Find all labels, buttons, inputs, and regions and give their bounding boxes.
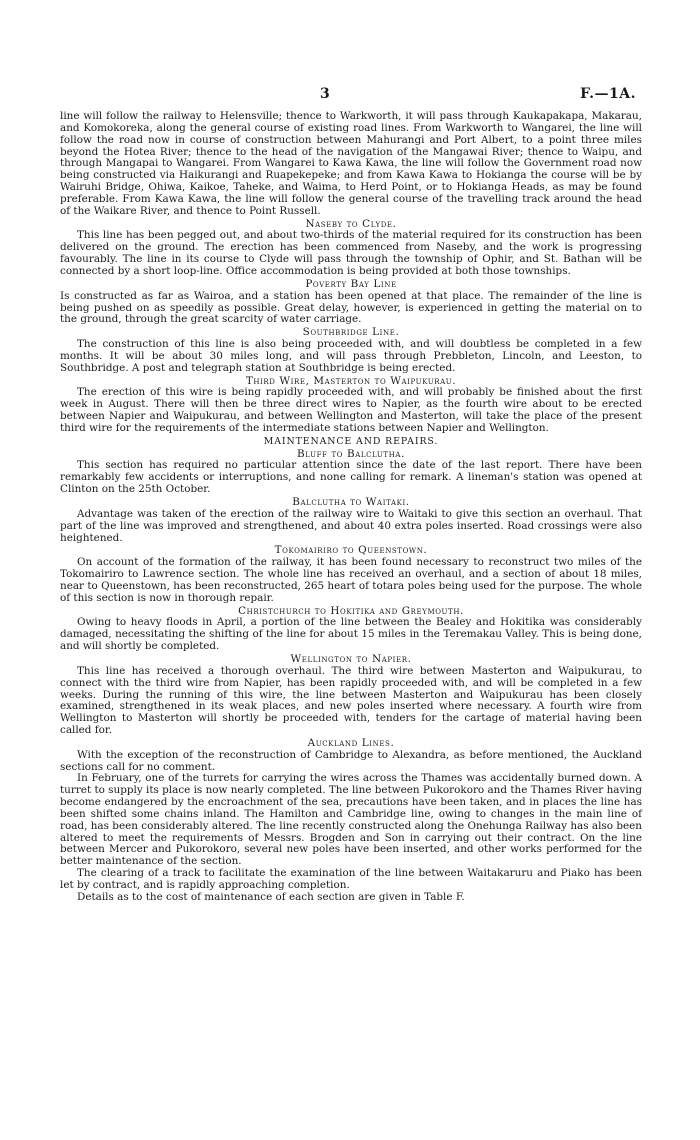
section-heading: Bluff to Balclutha. (297, 447, 405, 460)
paragraph: Details as to the cost of maintenance of each section are given in Table F. (77, 890, 465, 903)
paragraph: The construction of this line is also being proceeded with, and will doubtless be completed in a few months. It will be about 30 miles long, and will pass through Prebbleton, Lincoln, and Leeston, to Southbridge. A post and telegraph station at Southbridge is being erected. (60, 338, 642, 374)
paragraph: Advantage was taken of the erection of the railway wire to Waitaki to give this section an overhaul. That part of the line was improved and strengthened, and about 40 extra poles inserted. Road crossings were also heightened. (60, 507, 642, 544)
section-heading: Southbridge Line. (302, 326, 400, 339)
paragraph: This line has been pegged out, and about two-thirds of the material required for its construction has been delivered on the ground. The erection has been commenced from Naseby, and the work is progressing favourably. The line in its course to Clyde will pass through the township of Ophir, and St. Bathan will be connected by a short loop-line. Office accommodation is being provided at both those townships. (60, 229, 642, 277)
paragraph: With the exception of the reconstruction of Cambridge to Alexandra, as before mentioned, the Auckland sections call for no comment. (60, 748, 642, 773)
section-heading: Wellington to Napier. (290, 652, 412, 665)
document-code: F.—1A. (580, 86, 636, 102)
page-number: 3 (320, 86, 330, 102)
report-body (60, 111, 642, 904)
paragraph: This section has required no particular attention since the date of the last report. There have been remarkably few accidents or interruptions, and none calling for remark. A lineman's station was opened at Clinton on the 25th October. (60, 459, 642, 496)
paragraph: The erection of this wire is being rapidly proceeded with, and will probably be finished about the first week in August. There will then be three direct wires to Napier, as the fourth wire about to be erected between Napier and Waipukurau, and between Wellington and Masterton, will take the place of the present third wire for the requirements of the intermediate stations between Napier and Wellington. (60, 386, 642, 434)
page-header (0, 86, 700, 104)
section-heading: Tokomairiro to Queenstown. (274, 544, 428, 557)
paragraph: This line has received a thorough overhaul. The third wire between Masterton and Waipukurau, to connect with the third wire from Napier, has been rapidly proceeded with, and will be completed in a few weeks. During the running of this wire, the line between Masterton and Waipukurau has been closely examined, strengthened in its weak places, and new poles inserted where necessary. A fourth wire from Wellington to Masterton will shortly be proceeded with, tenders for the cartage of material having been called for. (60, 664, 642, 737)
paragraph: The clearing of a track to facilitate the examination of the line between Waitakaruru and Piako has been let by contract, and is rapidly approaching completion. (60, 867, 642, 891)
paragraph: line will follow the railway to Helensville; thence to Warkworth, it will pass through Kaukapakapa, Makarau, and Komokoreka, along the general course of existing road lines. From Warkworth to Wangarei, the line will follow the road now in course of construction between Mahurangi and Port Albert, to a point three miles beyond the Hotea River; thence to the head of the navigation of the Mangawai River; thence to Waipu, and through Mangapai to Wangarei. From Wangarei to Kawa Kawa, the line will follow the Government road now being constructed via Haikurangi and Ruapekepeke; and from Kawa Kawa to Hokianga the course will be by Wairuhi Bridge, Ohiwa, Kaikoe, Taheke, and Waima, to Herd Point, or to Hokianga Heads, as may be found preferable. From Kawa Kawa, the line will follow the general course of the travelling track around the head of the Waikare River, and thence to Point Russell. (60, 110, 642, 217)
section-heading: Naseby to Clyde. (305, 217, 397, 230)
section-heading: Poverty Bay Line (305, 277, 397, 290)
paragraph: On account of the formation of the railway, it has been found necessary to reconstruct two miles of the Tokomairiro to Lawrence section. The whole line has received an overhaul, and a section of about 18 miles, near to Queenstown, has been reconstructed, 265 heart of totara poles being used for the purpose. The whole of this section is now in thorough repair. (60, 556, 642, 604)
paragraph: Owing to heavy floods in April, a portion of the line between the Bealey and Hokitika was considerably damaged, necessitating the shifting of the line for about 15 miles in the Teremakau Valley. This is being done, and will shortly be completed. (60, 616, 642, 653)
section-heading: Auckland Lines. (307, 736, 395, 749)
section-heading: MAINTENANCE AND REPAIRS. (263, 435, 439, 447)
section-heading: Christchurch to Hokitika and Greymouth. (238, 604, 464, 617)
section-heading: Third Wire, Masterton to Waipukurau. (245, 374, 457, 387)
paragraph: Is constructed as far as Wairoa, and a station has been opened at that place. The remainder of the line is being pushed on as speedily as possible. Great delay, however, is experienced in getting the material on to the ground, through the great scarcity of water carriage. (60, 289, 642, 326)
section-heading: Balclutha to Waitaki. (292, 496, 410, 508)
paragraph: In February, one of the turrets for carrying the wires across the Thames was accidentally burned down. A turret to supply its place is now nearly completed. The line between Pukorokoro and the Thames River having become endangered by the encroachment of the sea, precautions have been taken, and in places the line has been shifted some chains inland. The Hamilton and Cambridge line, owing to changes in the main line of road, has been considerably altered. The line recently constructed along the Onehunga Railway has also been altered to meet the requirements of Messrs. Brogden and Son in carrying out their contract. On the line between Mercer and Pukorokoro, several new poles have been inserted, and other works performed for the better maintenance of the section. (60, 772, 642, 868)
